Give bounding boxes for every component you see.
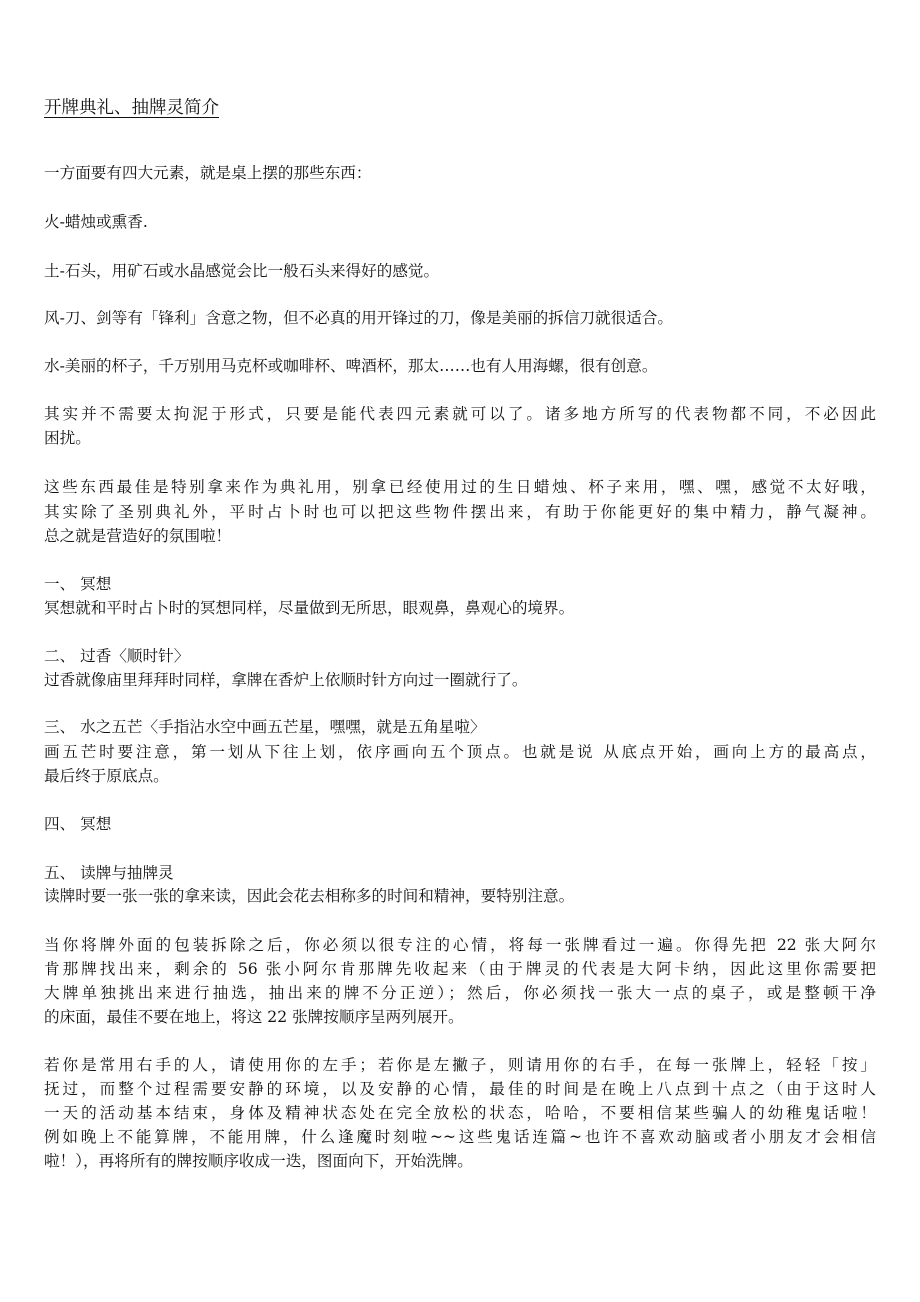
split-paragraph-line: 当你将牌外面的包装拆除之后，你必须以很专注的心情，将每一张牌看过一遍。你得先把 22 张大阿尔 — [44, 936, 876, 954]
split-paragraph-line: 肯那牌找出来，剩余的 56 张小阿尔肯那牌先收起来（由于牌灵的代表是大阿卡纳，因此这里你需要把 — [44, 960, 876, 978]
earth-element-line: 土-石头，用矿石或水晶感觉会比一般石头来得好的感觉。 — [44, 262, 440, 280]
step-2-title: 二、 过香〈顺时针〉 — [44, 647, 190, 665]
hand-paragraph-line: 一天的活动基本结束，身体及精神状态处在完全放松的状态，哈哈，不要相信某些骗人的幼稚鬼话啦！ — [44, 1104, 876, 1122]
note-line: 困扰。 — [44, 429, 91, 447]
hand-paragraph-line: 抚过，而整个过程需要安静的环境，以及安静的心情，最佳的时间是在晚上八点到十点之（由于这时人 — [44, 1080, 876, 1098]
document-title: 开牌典礼、抽牌灵简介 — [44, 98, 219, 118]
water-element-line: 水-美丽的杯子，千万别用马克杯或咖啡杯、啤酒杯，那太……也有人用海螺，很有创意。 — [44, 357, 658, 375]
split-paragraph-line: 大牌单独挑出来进行抽选，抽出来的牌不分正逆）；然后，你必须找一张大一点的桌子，或是整顿干净 — [44, 984, 876, 1002]
split-paragraph-line: 的床面，最佳不要在地上，将这 22 张牌按顺序呈两列展开。 — [44, 1008, 464, 1026]
step-5-title: 五、 读牌与抽牌灵 — [44, 864, 174, 882]
step-1-title: 一、 冥想 — [44, 575, 112, 593]
items-line: 总之就是营造好的氛围啦！ — [44, 527, 232, 545]
step-1-text: 冥想就和平时占卜时的冥想同样，尽量做到无所思，眼观鼻，鼻观心的境界。 — [44, 599, 575, 617]
hand-paragraph-line: 啦！），再将所有的牌按顺序收成一迭，图面向下，开始洗牌。 — [44, 1152, 473, 1170]
hand-paragraph-line: 若你是常用右手的人，请使用你的左手；若你是左撇子，则请用你的右手，在每一张牌上，轻轻「按」 — [44, 1056, 876, 1074]
step-4-title: 四、 冥想 — [44, 815, 112, 833]
step-3-title: 三、 水之五芒〈手指沾水空中画五芒星，嘿嘿，就是五角星啦〉 — [44, 718, 486, 736]
step-3-text-line: 画五芒时要注意，第一划从下往上划，依序画向五个顶点。也就是说 从底点开始，画向上方的最高点， — [44, 743, 876, 761]
step-5-text: 读牌时要一张一张的拿来读，因此会花去相称多的时间和精神，要特别注意。 — [44, 887, 575, 905]
intro-line: 一方面要有四大元素，就是桌上摆的那些东西： — [44, 164, 372, 182]
step-2-text: 过香就像庙里拜拜时同样，拿牌在香炉上依顺时针方向过一圈就行了。 — [44, 671, 528, 689]
step-3-text-line: 最后终于原底点。 — [44, 767, 169, 785]
wind-element-line: 风-刀、剑等有「锋利」含意之物，但不必真的用开锋过的刀，像是美丽的拆信刀就很适合。 — [44, 309, 674, 327]
items-line: 这些东西最佳是特别拿来作为典礼用，别拿已经使用过的生日蜡烛、杯子来用，嘿、嘿，感觉不太好哦， — [44, 478, 876, 496]
items-line: 其实除了圣别典礼外，平时占卜时也可以把这些物件摆出来，有助于你能更好的集中精力，静气凝神。 — [44, 503, 876, 521]
hand-paragraph-line: 例如晚上不能算牌，不能用牌，什么逢魔时刻啦~~这些鬼话连篇~也许不喜欢动脑或者小朋友才会相信 — [44, 1128, 876, 1146]
note-line: 其实并不需要太拘泥于形式，只要是能代表四元素就可以了。诸多地方所写的代表物都不同，不必因此 — [44, 405, 876, 423]
fire-element-line: 火-蜡烛或熏香. — [44, 213, 148, 231]
